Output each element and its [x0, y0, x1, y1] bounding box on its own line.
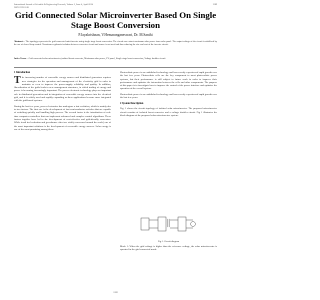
issn: ISSN 2229-5518 [14, 7, 29, 9]
intro-paragraph-1-text: he increasing number of renewable energy sources and distributed generators requires new strategies for the operation and management of the electricity grid in order to maintain or even to improve the power-supply reliability and quality. In addition, liberalization of the grids leads to new management structures, in which trading of energy and power is becoming increasingly important. The power-electronic technology plays an important role in distributed generation and in integration of renewable energy sources into the electrical grid, and it is widely used and rapidly expanding as these applications become more integrated with the grid-based systems. [14, 76, 111, 103]
page-number-header: 1289 [212, 4, 217, 6]
right-paragraph-1: Photovoltaic power is an established technology and has recently experienced rapid growth over the last few years. Photovoltaic cells are the key component to most photovoltaic power systems, but their performance is still subject to future work in order to improve their performance and optimize the interaction between the cells and other components. The purpose of this paper is to investigate how to improve the control of the power interface and optimize the operation of the overall system. [120, 71, 217, 91]
transformer-primary [167, 219, 168, 227]
index-terms [14, 58, 217, 61]
grid-source-symbol [191, 222, 196, 227]
drop-cap: T [14, 74, 21, 86]
index-terms-label: Index Terms [14, 58, 27, 60]
abstract [14, 41, 217, 47]
section-divider [14, 67, 217, 68]
system-paragraph: Fig. 1 shows the circuit topology of isolated solar microinverter. The proposed microinverter circuit consists of isolated boost converter and a voltage doubler circuit. Fig 1 illustrates the block diagram of the proposed solar microinverter system. [120, 107, 217, 117]
section-heading-system: 2 System Description [120, 102, 144, 106]
abstract-text: The topology represents the grid connected mini-inverter using single stage boost conversion. The circuit can extract maximum solar power from solar panel. The output voltage of the circuit is stabilized by the use of closed loop control. Transformer galvanic isolation between converter circuit and source is not used and thus reducing the size and cost of the inverter circuit. [14, 41, 217, 47]
page-number-footer: 1289 [113, 292, 118, 294]
abstract-label: Abstract— [14, 41, 25, 43]
section-heading-introduction: 1 Introduction [14, 71, 31, 74]
right-paragraph-2: Photovoltaic power is an established technology and has recently experienced rapid growth over the last few years. [120, 93, 217, 100]
paper-title: Grid Connected Solar Microinverter Based On Single Stage Boost Conversion [14, 10, 217, 30]
running-head [14, 4, 217, 6]
intro-paragraph-2: During the last few years, power electronics has undergone a fast evolution, which is mainly due to two factors. The first one is the development of fast semiconductor switches that are capable of switching quickly and handling high powers. The second factor is the introduction of real-time computer controllers that can implement advanced and complex control algorithms. These factors together have led to the development of cost-effective and grid-friendly converters. While fossil fuel reduction and greenhouse effect are widely concerned around the world, one of the most important solutions is the development of renewable energy sources. Solar energy is one of the most promising among them. [14, 104, 111, 131]
left-column [14, 71, 111, 134]
index-terms-text: – Grid connected solar microinverter,isolated boost converter, Maximum solar power, PV panel, Single stage boost conversion, Voltage doubler circuit [26, 58, 166, 60]
pv-panel-symbol [141, 218, 149, 230]
voltage-doubler-symbol [178, 217, 186, 231]
journal-name: International Journal of Scientific & Engineering Research, Volume 5, Issue 4, April-2014 [14, 4, 93, 6]
authors: P.Jayakrishnan, V.Hemaranganeswari, Dr. M.Santhi [78, 33, 153, 37]
circuit-diagram-figure [140, 210, 196, 238]
figure-caption: Fig.1. Circuit diagram [157, 240, 180, 243]
transformer-secondary [169, 219, 170, 227]
mode-note: Mode 1: When the grid voltage is higher than the reference voltage, the solar microinverter is operated in the grid connected mode. [120, 245, 217, 252]
boost-converter-symbol [158, 217, 166, 231]
intro-paragraph-1 [14, 76, 111, 102]
right-column [120, 71, 217, 120]
